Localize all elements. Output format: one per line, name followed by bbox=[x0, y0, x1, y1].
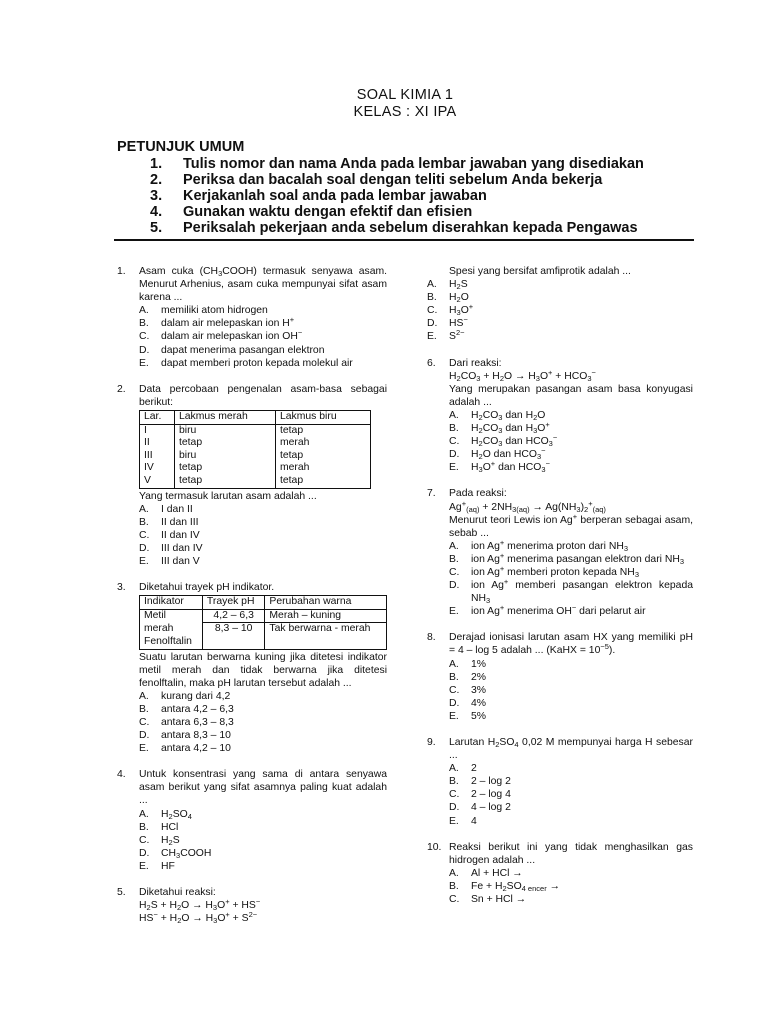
instruction-number: 4. bbox=[150, 204, 163, 220]
answer-option: A. $H_2CO_3$ dan $H_2O$ bbox=[449, 409, 546, 422]
answer-option: D. antara 8,3 – 10 bbox=[139, 730, 231, 742]
answer-option: A. 1% bbox=[449, 658, 487, 670]
answer-option: D. 4 – log 2 bbox=[449, 802, 511, 814]
table-header: Lar. bbox=[140, 410, 175, 424]
left-column bbox=[117, 265, 387, 938]
answer-option: A. I dan II bbox=[139, 503, 193, 515]
instruction-text: Kerjakanlah soal anda pada lembar jawaban bbox=[183, 188, 487, 204]
table-row: II tetap merah bbox=[140, 437, 371, 450]
question-number: 6. bbox=[427, 357, 436, 369]
question-number: 5. bbox=[117, 887, 126, 899]
table-header-row bbox=[140, 596, 387, 610]
litmus-table bbox=[139, 410, 371, 489]
reaction-equation: $Ag^+_{(aq)} + 2NH_{3(aq)} \to Ag(NH_3)_2^+_{(aq)}$ bbox=[449, 498, 606, 514]
class-label: KELAS : XI IPA bbox=[353, 104, 457, 120]
answer-option: E. III dan V bbox=[139, 555, 200, 567]
question-prompt: Spesi yang bersifat amfiprotik adalah ... bbox=[449, 266, 631, 277]
table-row: III biru tetap bbox=[140, 450, 371, 463]
question-number: 8. bbox=[427, 632, 436, 644]
answer-option: A. kurang dari 4,2 bbox=[139, 690, 231, 702]
table-header: Trayek pH bbox=[202, 596, 264, 610]
question-number: 4. bbox=[117, 769, 126, 781]
table-header: Lakmus biru bbox=[276, 410, 371, 424]
answer-option: D. dapat menerima pasangan elektron bbox=[139, 344, 325, 356]
answer-option: E. 4 bbox=[449, 815, 477, 827]
right-column bbox=[427, 265, 693, 919]
table-row: Fenolftalin bbox=[140, 636, 387, 649]
reaction-equation: $H_2CO_3 + H_2O \to H_3O^+ + HCO_3^-$ bbox=[449, 367, 596, 383]
question-stem: Derajad ionisasi larutan asam HX yang memiliki pH = 4 – log 5 adalah ... (KaHX = $10^{-5}$). bbox=[449, 632, 693, 657]
table-header: Lakmus merah bbox=[175, 410, 276, 424]
question-stem: Asam cuka $(CH_3COOH)$ termasuk senyawa asam. Menurut Arhenius, asam cuka mempunyai sifat asam karena ... bbox=[139, 266, 388, 304]
question-1 bbox=[117, 265, 387, 370]
question-8 bbox=[427, 631, 693, 723]
answer-option: B. $Fe + H_2SO_{4 encer}$ → bbox=[449, 880, 560, 893]
question-prompt: Yang merupakan pasangan asam basa konyugasi adalah ... bbox=[449, 383, 693, 408]
question-number: 2. bbox=[117, 383, 126, 395]
answer-option: C. $H_2CO_3$ dan $HCO_3^-$ bbox=[449, 433, 558, 449]
answer-option: C. $H_3O^+$ bbox=[427, 302, 474, 318]
general-instructions bbox=[117, 139, 644, 236]
question-stem: Dari reaksi: bbox=[449, 357, 502, 369]
answer-option: B. ion Ag+ menerima pasangan elektron dari $NH_3$ bbox=[449, 550, 685, 566]
exam-title: SOAL KIMIA 1 bbox=[356, 87, 454, 103]
indicator-table bbox=[139, 595, 387, 649]
question-number: 10. bbox=[427, 841, 442, 853]
question-3 bbox=[117, 581, 387, 755]
answer-option: E. HF bbox=[139, 860, 175, 872]
answer-option: B. dalam air melepaskan ion H+ bbox=[139, 315, 295, 330]
table-header-row bbox=[140, 410, 371, 424]
answer-option: E. $S^{2-}$ bbox=[427, 328, 465, 343]
answer-option: E. $H_3O^+$ dan $HCO_3^-$ bbox=[449, 459, 550, 475]
answer-option: A. memiliki atom hidrogen bbox=[139, 305, 268, 317]
question-stem: Untuk konsentrasi yang sama di antara senyawa asam berikut yang sifat asamnya paling kuat adalah ... bbox=[139, 769, 387, 807]
answer-option: A. $H_2S$ bbox=[427, 279, 468, 292]
question-prompt: Menurut teori Lewis ion Ag+ berperan sebagai asam, sebab ... bbox=[449, 511, 694, 539]
answer-option: C. antara 6,3 – 8,3 bbox=[139, 717, 234, 728]
answer-option: A. 2 bbox=[449, 763, 477, 775]
instruction-text: Periksa dan bacalah soal dengan teliti sebelum Anda bekerja bbox=[183, 172, 603, 188]
question-number: 1. bbox=[117, 266, 126, 277]
answer-option: B. 2 – log 2 bbox=[449, 776, 511, 788]
question-number: 9. bbox=[427, 737, 436, 748]
table-row: Metil 4,2 – 6,3 Merah – kuning bbox=[140, 609, 387, 623]
instruction-item bbox=[117, 188, 644, 204]
answer-option: B. 2% bbox=[449, 671, 487, 683]
question-7 bbox=[427, 487, 693, 618]
question-stem: Reaksi berikut ini yang tidak menghasilkan gas hidrogen adalah ... bbox=[449, 841, 693, 866]
answer-option: D. $H_2O$ dan $HCO_3^-$ bbox=[449, 446, 546, 462]
question-stem: Pada reaksi: bbox=[449, 488, 507, 500]
question-10 bbox=[427, 841, 693, 906]
instructions-title: PETUNJUK UMUM bbox=[117, 139, 245, 155]
answer-option: B. antara 4,2 – 6,3 bbox=[139, 703, 234, 715]
answer-option: A. ion Ag+ menerima proton dari $NH_3$ bbox=[449, 537, 628, 553]
question-number: 7. bbox=[427, 488, 436, 500]
question-6 bbox=[427, 357, 693, 475]
answer-option: A. Al + HCl → bbox=[449, 867, 523, 879]
question-5-continued bbox=[427, 265, 693, 344]
answer-option: E. antara 4,2 – 10 bbox=[139, 743, 231, 755]
answer-option: D. $CH_3COOH$ bbox=[139, 847, 212, 860]
instruction-text: Periksalah pekerjaan anda sebelum diserahkan kepada Pengawas bbox=[183, 220, 638, 236]
page-header bbox=[0, 87, 768, 121]
question-9 bbox=[427, 736, 693, 828]
answer-option: B. II dan III bbox=[139, 516, 199, 528]
answer-option: C. 2 – log 4 bbox=[449, 789, 511, 801]
instruction-item bbox=[117, 156, 644, 172]
table-row: merah 8,3 – 10 Tak berwarna - merah bbox=[140, 623, 387, 636]
answer-option: B. HCl bbox=[139, 821, 179, 833]
answer-option: C. 3% bbox=[449, 684, 487, 696]
answer-option: D. 4% bbox=[449, 697, 487, 709]
instruction-number: 2. bbox=[150, 172, 163, 188]
answer-option: E. dapat memberi proton kepada molekul air bbox=[139, 357, 353, 369]
reaction-equation: $H_2S + H_2O \to H_3O^+ + HS^-$ bbox=[139, 897, 261, 913]
question-prompt: Suatu larutan berwarna kuning jika ditetesi indikator metil merah dan tidak berwarna jika ditetesi fenolftalin, maka pH larutan tersebut adalah ... bbox=[139, 651, 387, 689]
answer-option: A. $H_2SO_4$ bbox=[139, 808, 192, 821]
instruction-number: 3. bbox=[150, 188, 163, 204]
answer-option: E. ion Ag+ menerima OH− dari pelarut air bbox=[449, 603, 646, 618]
answer-option: B. $H_2O$ bbox=[427, 292, 469, 305]
instruction-item bbox=[117, 220, 644, 236]
reaction-equation: $HS^- + H_2O \to H_3O^+ + S^{2-}$ bbox=[139, 910, 258, 926]
section-divider bbox=[114, 239, 694, 241]
table-row: I biru tetap bbox=[140, 424, 371, 437]
table-header: Indikator bbox=[140, 596, 203, 610]
answer-option: C. ion Ag+ memberi proton kepada $NH_3$ bbox=[449, 563, 639, 579]
instruction-item bbox=[117, 172, 644, 188]
instruction-number: 1. bbox=[150, 156, 163, 172]
question-stem: Data percobaan pengenalan asam-basa sebagai berikut: bbox=[139, 383, 387, 408]
question-4 bbox=[117, 768, 387, 873]
answer-option: D. III dan IV bbox=[139, 542, 203, 554]
question-number: 3. bbox=[117, 582, 126, 594]
question-stem: Larutan $H_2SO_4$ 0,02 M mempunyai harga H sebesar ... bbox=[449, 737, 693, 762]
instruction-number: 5. bbox=[150, 220, 163, 236]
question-stem: Diketahui trayek pH indikator. bbox=[139, 582, 275, 594]
answer-option: E. 5% bbox=[449, 710, 487, 722]
table-row: V tetap tetap bbox=[140, 475, 371, 488]
table-header: Perubahan warna bbox=[265, 596, 387, 610]
answer-option: B. $H_2CO_3$ dan $H_3O^+$ bbox=[449, 420, 550, 436]
question-stem: Diketahui reaksi: bbox=[139, 887, 216, 899]
answer-option: C. dalam air melepaskan ion OH− bbox=[139, 328, 303, 343]
answer-option: C. II dan IV bbox=[139, 529, 200, 541]
instruction-item bbox=[117, 204, 644, 220]
question-2 bbox=[117, 383, 387, 568]
table-row: IV tetap merah bbox=[140, 462, 371, 475]
instruction-text: Tulis nomor dan nama Anda pada lembar jawaban yang disediakan bbox=[183, 156, 644, 172]
question-5 bbox=[117, 886, 387, 925]
answer-option: D. ion Ag+ memberi pasangan elektron kepada $NH_3$ bbox=[449, 577, 694, 606]
question-prompt: Yang termasuk larutan asam adalah ... bbox=[139, 490, 317, 502]
answer-option: D. HS− bbox=[427, 315, 468, 330]
instruction-text: Gunakan waktu dengan efektif dan efisien bbox=[183, 204, 473, 220]
answer-option: C. Sn + HCl → bbox=[449, 894, 527, 906]
answer-option: C. $H_2S$ bbox=[139, 834, 180, 847]
